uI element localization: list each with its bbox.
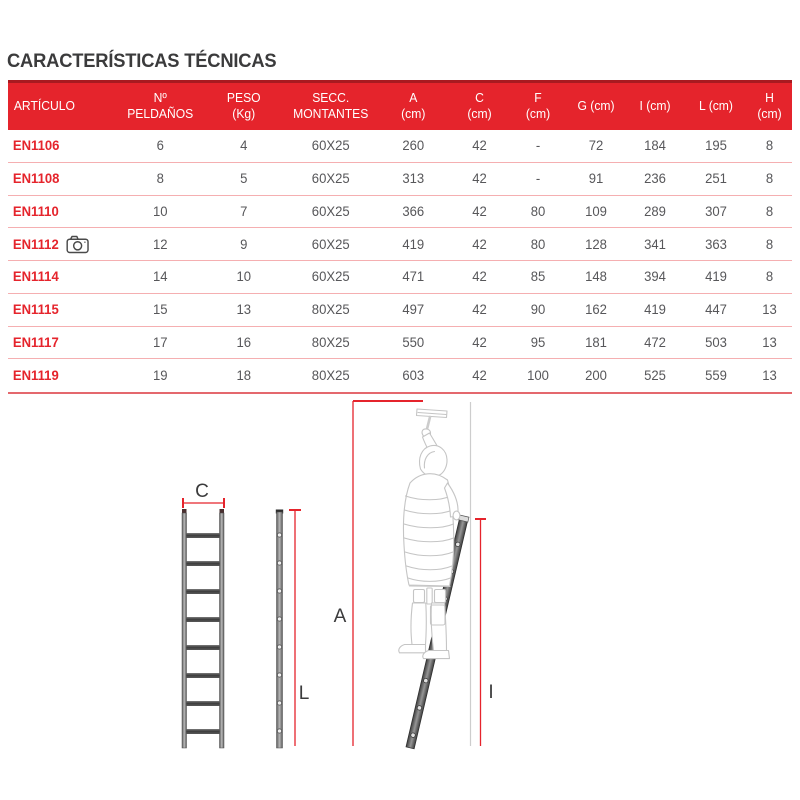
table-cell: 13 <box>762 368 777 384</box>
column-header-line: (cm) <box>400 106 425 121</box>
table-cell: 497 <box>401 302 424 318</box>
articulo-code: EN1117 <box>12 334 59 350</box>
column-header-line: (cm) <box>757 106 782 121</box>
table-cell: 13 <box>762 302 777 318</box>
table-cell: 525 <box>644 368 666 384</box>
belt-pocket <box>435 590 446 603</box>
squeegee <box>417 409 448 431</box>
table-cell: 200 <box>585 368 607 384</box>
left-shoe <box>399 645 426 653</box>
table-cell: 13 <box>762 334 777 350</box>
table-cell: 289 <box>644 203 666 219</box>
column-header-line: G (cm) <box>577 98 615 113</box>
column-header-line: SECC. <box>312 91 350 106</box>
articulo-code: EN1114 <box>12 269 59 285</box>
table-cell: 42 <box>472 334 487 350</box>
table-cell: 394 <box>644 269 666 285</box>
table-cell: 7 <box>239 203 247 219</box>
table-cell: 503 <box>705 334 727 350</box>
table-cell: 6 <box>156 138 164 154</box>
table-cell: 60X25 <box>311 171 350 187</box>
table-cell: 366 <box>401 203 424 219</box>
table-cell: 148 <box>585 269 607 285</box>
right-shoe <box>423 651 450 659</box>
table-cell: 42 <box>472 269 487 285</box>
table-cell: 184 <box>644 138 666 154</box>
table-cell: 17 <box>152 334 168 350</box>
column-header-line: (cm) <box>525 106 551 121</box>
articulo-code: EN1112 <box>12 236 59 252</box>
table-cell: 60X25 <box>311 236 350 252</box>
table-cell: 9 <box>239 236 247 252</box>
table-cell: 14 <box>152 269 168 285</box>
table-cell: 181 <box>585 334 607 350</box>
table-cell: 19 <box>152 368 168 384</box>
table-cell: 42 <box>472 302 487 318</box>
table-cell: 91 <box>588 171 604 187</box>
table-cell: 419 <box>705 269 727 285</box>
table-cell: 550 <box>401 334 424 350</box>
table-cell: 8 <box>765 138 774 154</box>
table-cell: 4 <box>239 138 247 154</box>
table-cell: 42 <box>472 368 487 384</box>
table-cell: 128 <box>585 236 607 252</box>
table-cell: 5 <box>239 171 247 187</box>
column-header-line: C <box>475 91 484 106</box>
table-cell: 42 <box>472 236 487 252</box>
table-cell: 90 <box>530 302 546 318</box>
table-cell: 80X25 <box>311 334 350 350</box>
table-cell: 447 <box>705 302 727 318</box>
belt <box>410 586 451 587</box>
table-cell: 18 <box>235 368 251 384</box>
table-cell: 16 <box>235 334 251 350</box>
table-cell: 195 <box>705 138 727 154</box>
column-header-line: Nº <box>153 91 167 106</box>
articulo-code: EN1106 <box>12 138 60 154</box>
table-cell: 10 <box>235 269 251 285</box>
column-header-line: H <box>765 91 774 106</box>
table-cell: 8 <box>765 236 774 252</box>
articulo-code: EN1110 <box>12 203 59 219</box>
table-cell: - <box>535 138 541 154</box>
table-cell: 419 <box>401 236 424 252</box>
dimension-l <box>289 510 301 746</box>
column-header-line: PELDAÑOS <box>127 106 194 121</box>
table-cell: 12 <box>152 236 168 252</box>
table-cell: 80X25 <box>311 302 350 318</box>
ladder-rail <box>220 513 225 748</box>
left-leg <box>411 603 426 645</box>
table-cell: 10 <box>152 203 168 219</box>
side-ladder <box>276 510 283 749</box>
table-cell: 80 <box>530 203 546 219</box>
table-cell: 60X25 <box>311 269 350 285</box>
page-title: CARACTERÍSTICAS TÉCNICAS <box>7 50 277 72</box>
table-cell: 162 <box>585 302 607 318</box>
column-header-line: MONTANTES <box>293 106 369 121</box>
ladder-rungs <box>187 533 220 734</box>
belt-strap <box>427 588 432 604</box>
table-cell: 42 <box>472 171 487 187</box>
column-header-line: I (cm) <box>639 98 671 113</box>
front-ladder <box>182 509 224 748</box>
table-cell: 313 <box>401 171 424 187</box>
articulo-code: EN1108 <box>12 171 60 187</box>
column-header-line: F <box>534 91 542 106</box>
table-cell: 8 <box>765 269 774 285</box>
table-cell: 80 <box>530 236 546 252</box>
column-header-line: L (cm) <box>699 98 733 113</box>
table-cell: 42 <box>472 203 487 219</box>
table-cell: 603 <box>401 368 424 384</box>
table-cell: 8 <box>156 171 164 187</box>
belt-pocket <box>414 590 425 603</box>
label-c: C <box>195 481 209 502</box>
table-cell: 363 <box>705 236 727 252</box>
person-figure <box>399 409 460 659</box>
table-cell: 419 <box>644 302 666 318</box>
right-leg <box>431 603 446 651</box>
column-header-line: A <box>408 91 417 106</box>
table-cell: 13 <box>235 302 251 318</box>
column-header-line: PESO <box>226 91 261 106</box>
column-header-line: ARTÍCULO <box>13 98 75 113</box>
table-cell: 15 <box>152 302 168 318</box>
table-cell: 60X25 <box>311 138 350 154</box>
table-cell: 471 <box>401 269 424 285</box>
table-cell: 251 <box>705 171 727 187</box>
table-cell: 472 <box>644 334 666 350</box>
table-cell: - <box>535 171 541 187</box>
dimension-i <box>475 519 486 746</box>
table-cell: 559 <box>705 368 727 384</box>
table-cell: 109 <box>585 203 607 219</box>
table-cell: 80X25 <box>311 368 350 384</box>
articulo-code: EN1119 <box>12 368 59 384</box>
head-hood <box>420 445 448 476</box>
table-cell: 95 <box>530 334 546 350</box>
label-a: A <box>333 606 347 627</box>
table-cell: 100 <box>527 368 549 384</box>
ladder-rail <box>182 513 187 748</box>
table-cell: 42 <box>472 138 487 154</box>
column-header-line: (cm) <box>467 106 492 121</box>
table-cell: 8 <box>765 171 774 187</box>
label-l: L <box>298 683 310 704</box>
table-cell: 260 <box>401 138 424 154</box>
table-cell: 341 <box>644 236 666 252</box>
table-cell: 8 <box>765 203 774 219</box>
table-cell: 60X25 <box>311 203 350 219</box>
articulo-code: EN1115 <box>12 302 59 318</box>
label-i: I <box>488 682 494 703</box>
table-cell: 236 <box>644 171 666 187</box>
table-cell: 72 <box>588 138 604 154</box>
hand <box>453 511 460 520</box>
column-header-line: (Kg) <box>231 106 255 121</box>
table-cell: 307 <box>705 203 727 219</box>
table-cell: 85 <box>530 269 546 285</box>
